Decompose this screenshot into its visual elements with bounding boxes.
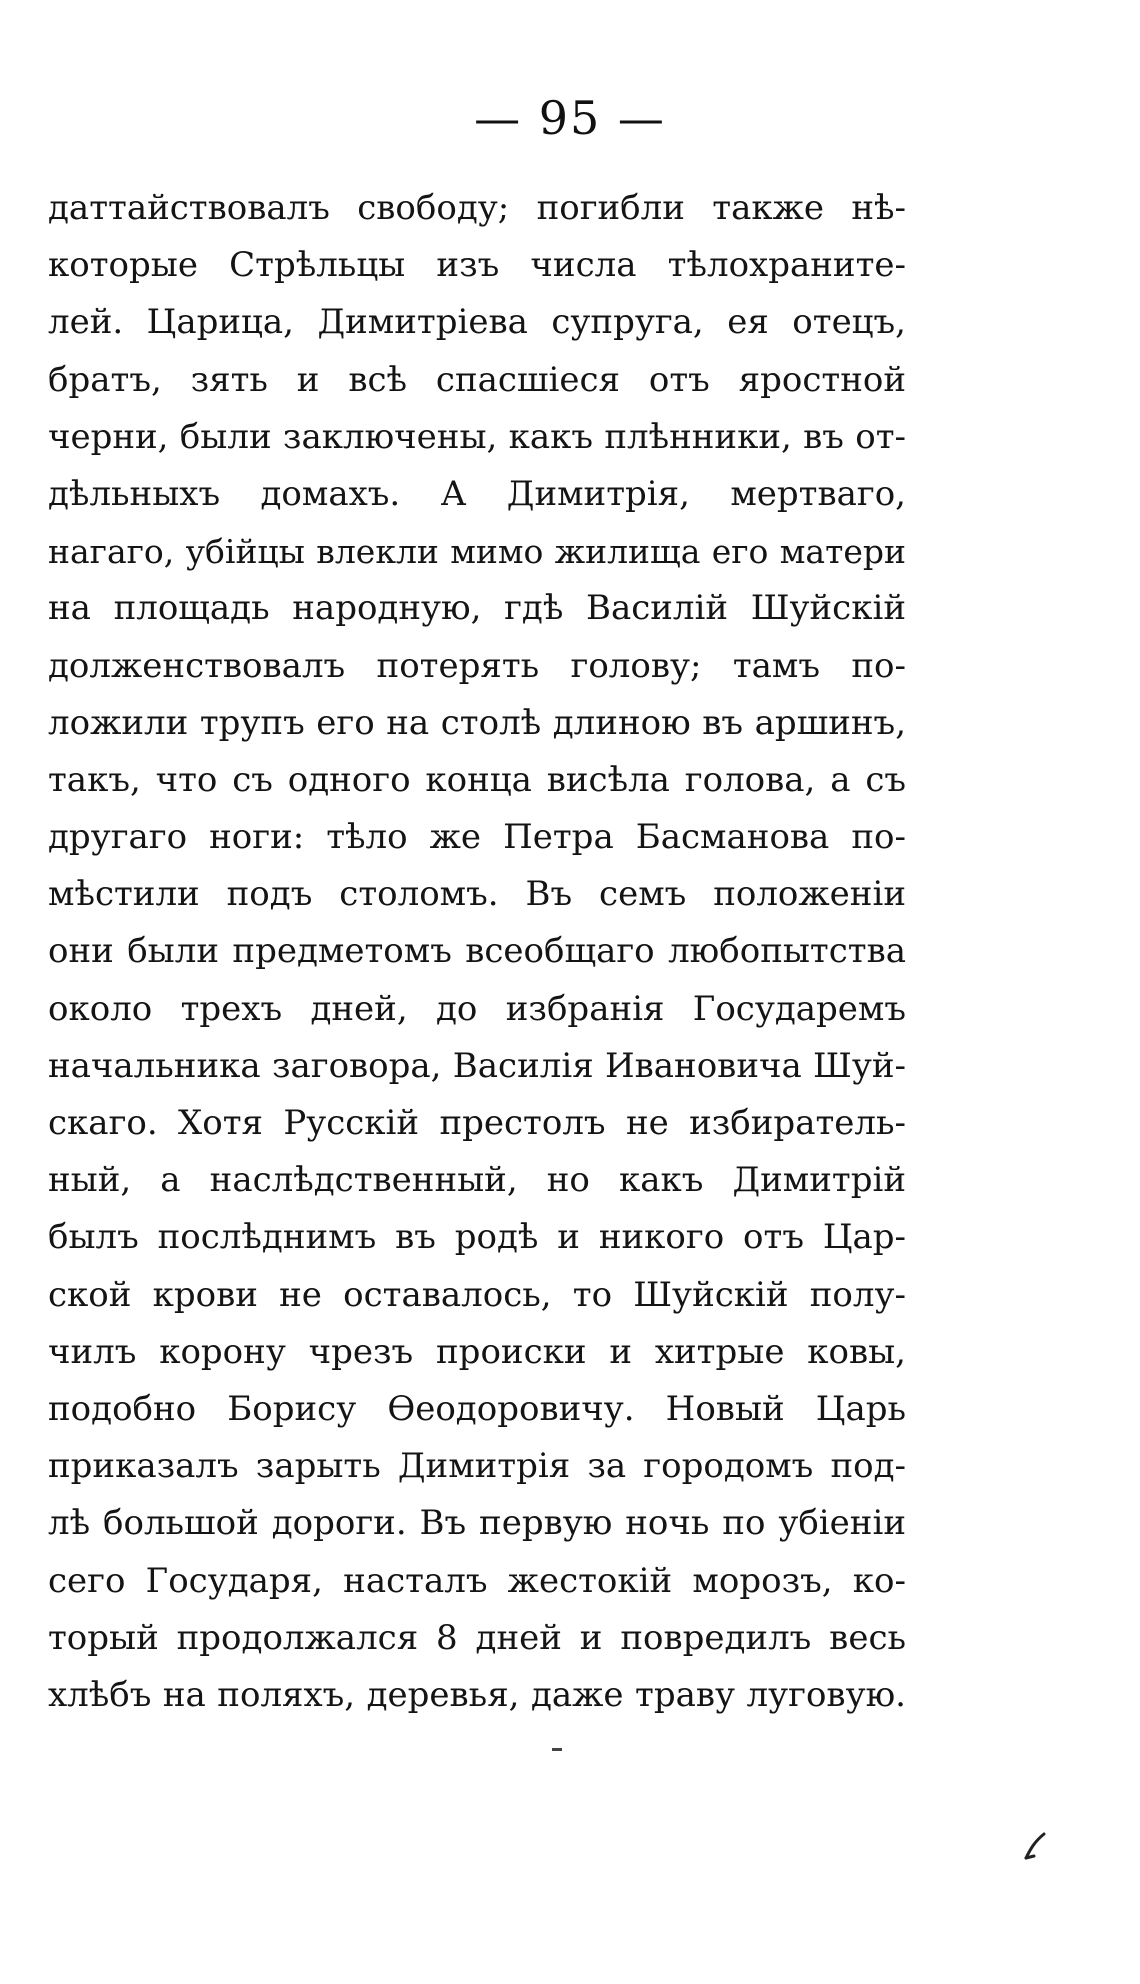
text-line: даттайствовалъ свободу; погибли также нѣ- [48, 188, 906, 228]
text-line: дѣльныхъ домахъ. А Димитрія, мертваго, [48, 473, 906, 514]
text-line: долженствовалъ потерять голову; тамъ по- [48, 645, 906, 686]
text-line: около трехъ дней, до избранія Государемъ [48, 988, 906, 1029]
text-line: братъ, зять и всѣ спасшіеся отъ яростной [48, 359, 906, 400]
text-line: мѣстили подъ столомъ. Въ семъ положеніи [48, 874, 906, 915]
text-line: приказалъ зарыть Димитрія за городомъ под- [48, 1446, 906, 1487]
text-line: лѣ большой дороги. Въ первую ночь по убіеніи [48, 1503, 906, 1544]
page-number: — 95 — [474, 91, 666, 145]
text-line: чилъ корону чрезъ происки и хитрые ковы, [48, 1331, 906, 1372]
text-line: хлѣбъ на поляхъ, деревья, даже траву луговую. [48, 1674, 906, 1715]
text-line: ложили трупъ его на столѣ длиною въ аршинъ, [48, 702, 906, 743]
text-line: сего Государя, насталъ жестокій морозъ, ко- [48, 1560, 906, 1601]
text-line: такъ, что съ одного конца висѣла голова, а съ [48, 759, 906, 800]
text-line: другаго ноги: тѣло же Петра Басманова по- [48, 817, 906, 858]
text-line: ный, а наслѣдственный, но какъ Димитрій [48, 1160, 906, 1201]
text-line: нагаго, убійцы влекли мимо жилища его матери [48, 532, 906, 572]
text-line: былъ послѣднимъ въ родѣ и никого отъ Цар- [48, 1217, 906, 1258]
text-line: которые Стрѣльцы изъ числа тѣлохраните- [48, 245, 906, 286]
body-text [48, 180, 906, 1724]
text-line: лей. Царица, Димитріева супруга, ея отецъ, [48, 302, 906, 343]
text-line: подобно Борису Ѳеодоровичу. Новый Царь [48, 1388, 906, 1429]
text-line: на площадь народную, гдѣ Василій Шуйскій [48, 588, 906, 629]
text-line: скаго. Хотя Русскій престолъ не избиратель- [48, 1103, 906, 1143]
text-line: торый продолжался 8 дней и повредилъ весь [48, 1617, 906, 1658]
text-line: черни, были заключены, какъ плѣнники, въ от- [48, 416, 906, 457]
text-line: они были предметомъ всеобщаго любопытства [48, 931, 906, 972]
text-line: ской крови не оставалось, то Шуйскій полу- [48, 1274, 906, 1315]
ink-mark [1022, 1830, 1048, 1860]
ink-speck [552, 1748, 562, 1751]
text-line: начальника заговора, Василія Ивановича Шуй- [48, 1045, 906, 1086]
